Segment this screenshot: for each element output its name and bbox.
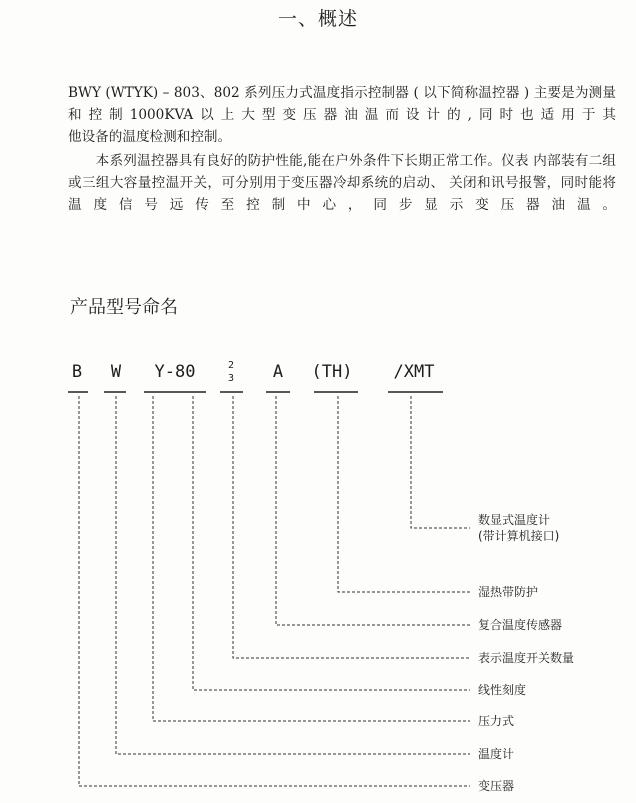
leader-transformer [79, 396, 470, 786]
leader-xmt [411, 396, 470, 528]
leader-fraction [233, 396, 470, 658]
legend-xmt-line-1: 数显式温度计 [478, 513, 551, 527]
leader-th [338, 396, 470, 592]
p1-line-3: 他设备的温度检测和控制。 [68, 129, 232, 145]
legend-xmt-line-2: (带计算机接口) [478, 529, 560, 543]
leader-lines [79, 396, 470, 786]
p2-line-2: 内部装有二组或三组大容量控温开关，可分别用于变压器冷却系统的启动、 [68, 153, 617, 191]
page-title: 一、概述 [277, 8, 358, 30]
legend-transformer: 变压器 [478, 779, 515, 793]
legend-a: 复合温度传感器 [478, 618, 563, 632]
legend-fraction: 表示温度开关数量 [478, 651, 575, 665]
code-y80: Y-80 [154, 362, 196, 382]
leader-thermometer [116, 396, 470, 754]
legend-pressure: 压力式 [478, 714, 515, 728]
code-xmt: /XMT [393, 362, 435, 382]
code-b: B [71, 362, 83, 382]
leader-scale [193, 396, 470, 690]
p1-line-1: BWY (WTYK) – 803、802 系列压力式温度指示控制器 ( 以下简称温控器 ) [68, 85, 530, 101]
p2-line-1: 本系列温控器具有良好的防护性能,能在户外条件下长期正常工作。仪表 [68, 153, 529, 169]
legend-xmt [478, 512, 559, 544]
legend-th: 湿热带防护 [478, 585, 539, 599]
leader-a [276, 396, 470, 625]
fraction-top: 2 [227, 360, 235, 371]
code-w: W [110, 362, 122, 382]
section-heading: 产品型号命名 [70, 297, 178, 318]
fraction-bottom: 3 [227, 373, 235, 384]
code-a: A [272, 362, 284, 382]
p2-line-3: 关闭和讯号报警，同时能将温度信号远传至控制中心，同步显示变压器油温。 [68, 175, 616, 213]
legend-scale: 线性刻度 [478, 683, 527, 697]
code-th: (TH) [311, 362, 353, 382]
legend-thermometer: 温度计 [478, 747, 515, 761]
leader-pressure [153, 396, 470, 721]
p1-line-2: 主要是为测量和控制1000KVA以上大型变压器油温而设计的,同时也适用于其 [68, 85, 616, 123]
